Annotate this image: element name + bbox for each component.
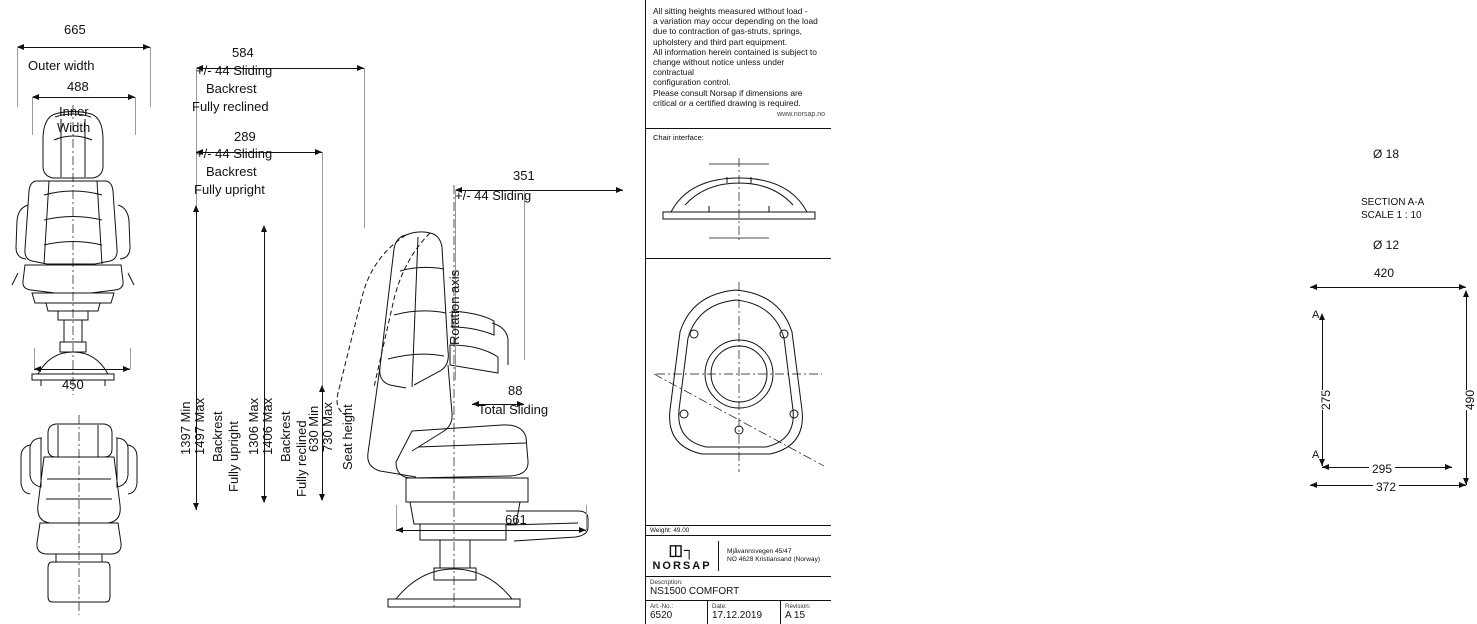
section-title: SECTION A-A bbox=[1361, 197, 1425, 208]
dim-arrow-up-275 bbox=[1319, 313, 1325, 320]
section-aa-graphic bbox=[649, 142, 829, 252]
dim-584-note2: Backrest bbox=[206, 81, 257, 96]
dim-arrow-right-665 bbox=[143, 44, 150, 50]
ext-line-661-right bbox=[586, 505, 587, 530]
dim-289-note3: Fully upright bbox=[194, 182, 265, 197]
dim-arrow-down-1306 bbox=[261, 496, 267, 503]
dim-1306-max: 1306 Max bbox=[246, 397, 261, 455]
meta-row bbox=[646, 601, 831, 624]
front-view-graphic bbox=[8, 95, 208, 395]
description-value: NS1500 COMFORT bbox=[650, 586, 740, 597]
rotation-axis-label: Rotation axis bbox=[447, 269, 462, 345]
dim-584-note1: +/- 44 Sliding bbox=[196, 63, 273, 78]
dim-488-label-1: Inner bbox=[59, 104, 89, 119]
dim-1306-label-2: Fully reclined bbox=[294, 420, 309, 497]
company-address bbox=[718, 541, 820, 571]
dim-450-value: 450 bbox=[62, 377, 84, 392]
dim-arrow-down-490 bbox=[1463, 478, 1469, 485]
description-cell bbox=[646, 577, 831, 600]
note-line-7: Please consult Norsap if dimensions are bbox=[653, 87, 803, 98]
date-cell bbox=[708, 601, 781, 624]
address-line-1: Mjåvannsvegen 45/47 bbox=[727, 547, 792, 555]
dim-351-value: 351 bbox=[513, 168, 535, 183]
dim-arrow-up-1306 bbox=[261, 225, 267, 232]
dim-1397-min: 1397 Min bbox=[178, 401, 193, 455]
dim-584-value: 584 bbox=[232, 45, 254, 60]
revision-cell bbox=[781, 601, 831, 624]
art-no-value: 6520 bbox=[650, 610, 673, 621]
dim-arrow-right-351 bbox=[616, 187, 623, 193]
dim-1406-max: 1406 Max bbox=[260, 397, 275, 455]
ext-line-351-mid bbox=[524, 190, 525, 360]
dim-1397-label-1: Backrest bbox=[210, 411, 225, 462]
panel-divider-1 bbox=[646, 128, 831, 129]
dim-arrow-left-420 bbox=[1310, 284, 1317, 290]
dim-295-value: 295 bbox=[1369, 462, 1395, 476]
note-line-6: configuration control. bbox=[653, 77, 731, 88]
dim-arrow-right-289 bbox=[315, 149, 322, 155]
dim-line-1306 bbox=[264, 230, 265, 502]
dim-630-label: Seat height bbox=[340, 404, 355, 470]
dim-351-note1: +/- 44 Sliding bbox=[455, 188, 532, 203]
ext-line-450-left bbox=[34, 348, 35, 369]
dim-88-value: 88 bbox=[508, 383, 523, 398]
date-value: 17.12.2019 bbox=[712, 610, 763, 621]
ext-line-584-right bbox=[364, 68, 365, 228]
panel-url: www.norsap.no bbox=[777, 111, 825, 119]
dim-arrow-up-1397 bbox=[193, 205, 199, 212]
description-key: Description: bbox=[650, 579, 683, 586]
dim-420-value: 420 bbox=[1374, 266, 1395, 280]
dim-584-note3: Fully reclined bbox=[192, 99, 269, 114]
date-key: Date: bbox=[712, 603, 727, 610]
dim-372-value: 372 bbox=[1373, 480, 1399, 494]
dim-490-value: 490 bbox=[1463, 389, 1477, 410]
section-marker-a-top: A bbox=[1312, 309, 1320, 321]
title-block bbox=[646, 525, 831, 624]
note-line-2: due to contraction of gas-struts, springs, bbox=[653, 26, 802, 37]
dim-diameter-12: Ø 12 bbox=[1373, 238, 1400, 252]
revision-key: Revision: bbox=[785, 603, 811, 610]
ext-line-488-left bbox=[32, 97, 33, 135]
dim-arrow-left-372 bbox=[1310, 482, 1317, 488]
dim-arrow-right-450 bbox=[123, 366, 130, 372]
title-panel bbox=[645, 0, 1477, 624]
dim-line-450 bbox=[34, 369, 130, 370]
weight-label: Weight: 49.00 bbox=[646, 526, 831, 536]
ext-line-665-left bbox=[17, 47, 18, 107]
note-line-8: critical or a certified drawing is required. bbox=[653, 97, 801, 108]
dim-line-665 bbox=[17, 47, 150, 48]
section-marker-a-bottom: A bbox=[1312, 449, 1320, 461]
dim-diameter-18: Ø 18 bbox=[1373, 147, 1400, 161]
dim-665-value: 665 bbox=[64, 22, 86, 37]
art-no-key: Art.-No.: bbox=[650, 603, 674, 610]
dim-1306-label-1: Backrest bbox=[278, 411, 293, 462]
dim-630-min: 630 Min bbox=[306, 405, 321, 452]
dim-arrow-left-661 bbox=[396, 527, 403, 533]
dim-488-value: 488 bbox=[67, 79, 89, 94]
revision-value: A 15 bbox=[785, 610, 806, 621]
dim-661-value: 661 bbox=[505, 512, 527, 527]
dim-arrow-up-490 bbox=[1463, 290, 1469, 297]
ext-line-450-right bbox=[130, 348, 131, 369]
ext-line-661-left bbox=[396, 505, 397, 530]
dim-arrow-left-665 bbox=[17, 44, 24, 50]
art-no-cell bbox=[646, 601, 708, 624]
dim-arrow-right-584 bbox=[357, 65, 364, 71]
brand-logo bbox=[646, 541, 718, 572]
dim-665-label: Outer width bbox=[28, 58, 95, 73]
base-plan-graphic bbox=[654, 282, 824, 477]
dim-line-420 bbox=[1310, 287, 1466, 288]
ext-line-289-right bbox=[322, 152, 323, 392]
dim-488-label-2: Width bbox=[57, 120, 91, 135]
panel-notes bbox=[653, 6, 825, 120]
dim-arrow-down-275 bbox=[1319, 459, 1325, 466]
dim-88-label: Total Sliding bbox=[478, 402, 549, 417]
panel-divider-2 bbox=[646, 258, 831, 259]
top-view-graphic bbox=[14, 405, 204, 615]
section-scale: SCALE 1 : 10 bbox=[1361, 210, 1422, 221]
note-line-0: All sitting heights measured without load - bbox=[653, 6, 808, 16]
chair-interface-label: Chair interface: bbox=[653, 133, 704, 142]
dim-arrow-down-1397 bbox=[193, 503, 199, 510]
note-line-3: upholstery and third part equipment. bbox=[653, 36, 788, 47]
ext-line-665-right bbox=[150, 47, 151, 107]
dim-line-488 bbox=[32, 97, 135, 98]
dim-arrow-left-450 bbox=[34, 366, 41, 372]
note-line-4: All information herein contained is subject to bbox=[653, 46, 817, 57]
dim-arrow-right-661 bbox=[579, 527, 586, 533]
brand-row bbox=[646, 536, 831, 577]
dim-line-661 bbox=[396, 530, 586, 531]
dim-289-value: 289 bbox=[234, 129, 256, 144]
dim-1397-label-2: Fully upright bbox=[226, 421, 241, 492]
dim-730-max: 730 Max bbox=[320, 402, 335, 452]
dim-arrow-right-295 bbox=[1445, 464, 1452, 470]
dim-arrow-up-630 bbox=[319, 385, 325, 392]
address-line-2: NO 4628 Kristiansand (Norway) bbox=[727, 556, 821, 563]
dim-arrow-down-630 bbox=[319, 494, 325, 501]
brand-name: NORSAP bbox=[652, 559, 712, 572]
dim-275-value: 275 bbox=[1319, 389, 1333, 410]
norsap-mark-icon: ◫┐ bbox=[668, 541, 696, 559]
dim-289-note2: Backrest bbox=[206, 164, 257, 179]
dim-1497-max: 1497 Max bbox=[192, 397, 207, 455]
dim-line-1397 bbox=[196, 210, 197, 510]
dim-arrow-left-488 bbox=[32, 94, 39, 100]
ext-line-488-right bbox=[135, 97, 136, 135]
dim-289-note1: +/- 44 Sliding bbox=[196, 146, 273, 161]
note-line-5: change without notice unless under contractual bbox=[653, 57, 785, 78]
description-row bbox=[646, 577, 831, 601]
note-line-1: a variation may occur depending on the load bbox=[653, 16, 818, 27]
dim-arrow-right-488 bbox=[128, 94, 135, 100]
